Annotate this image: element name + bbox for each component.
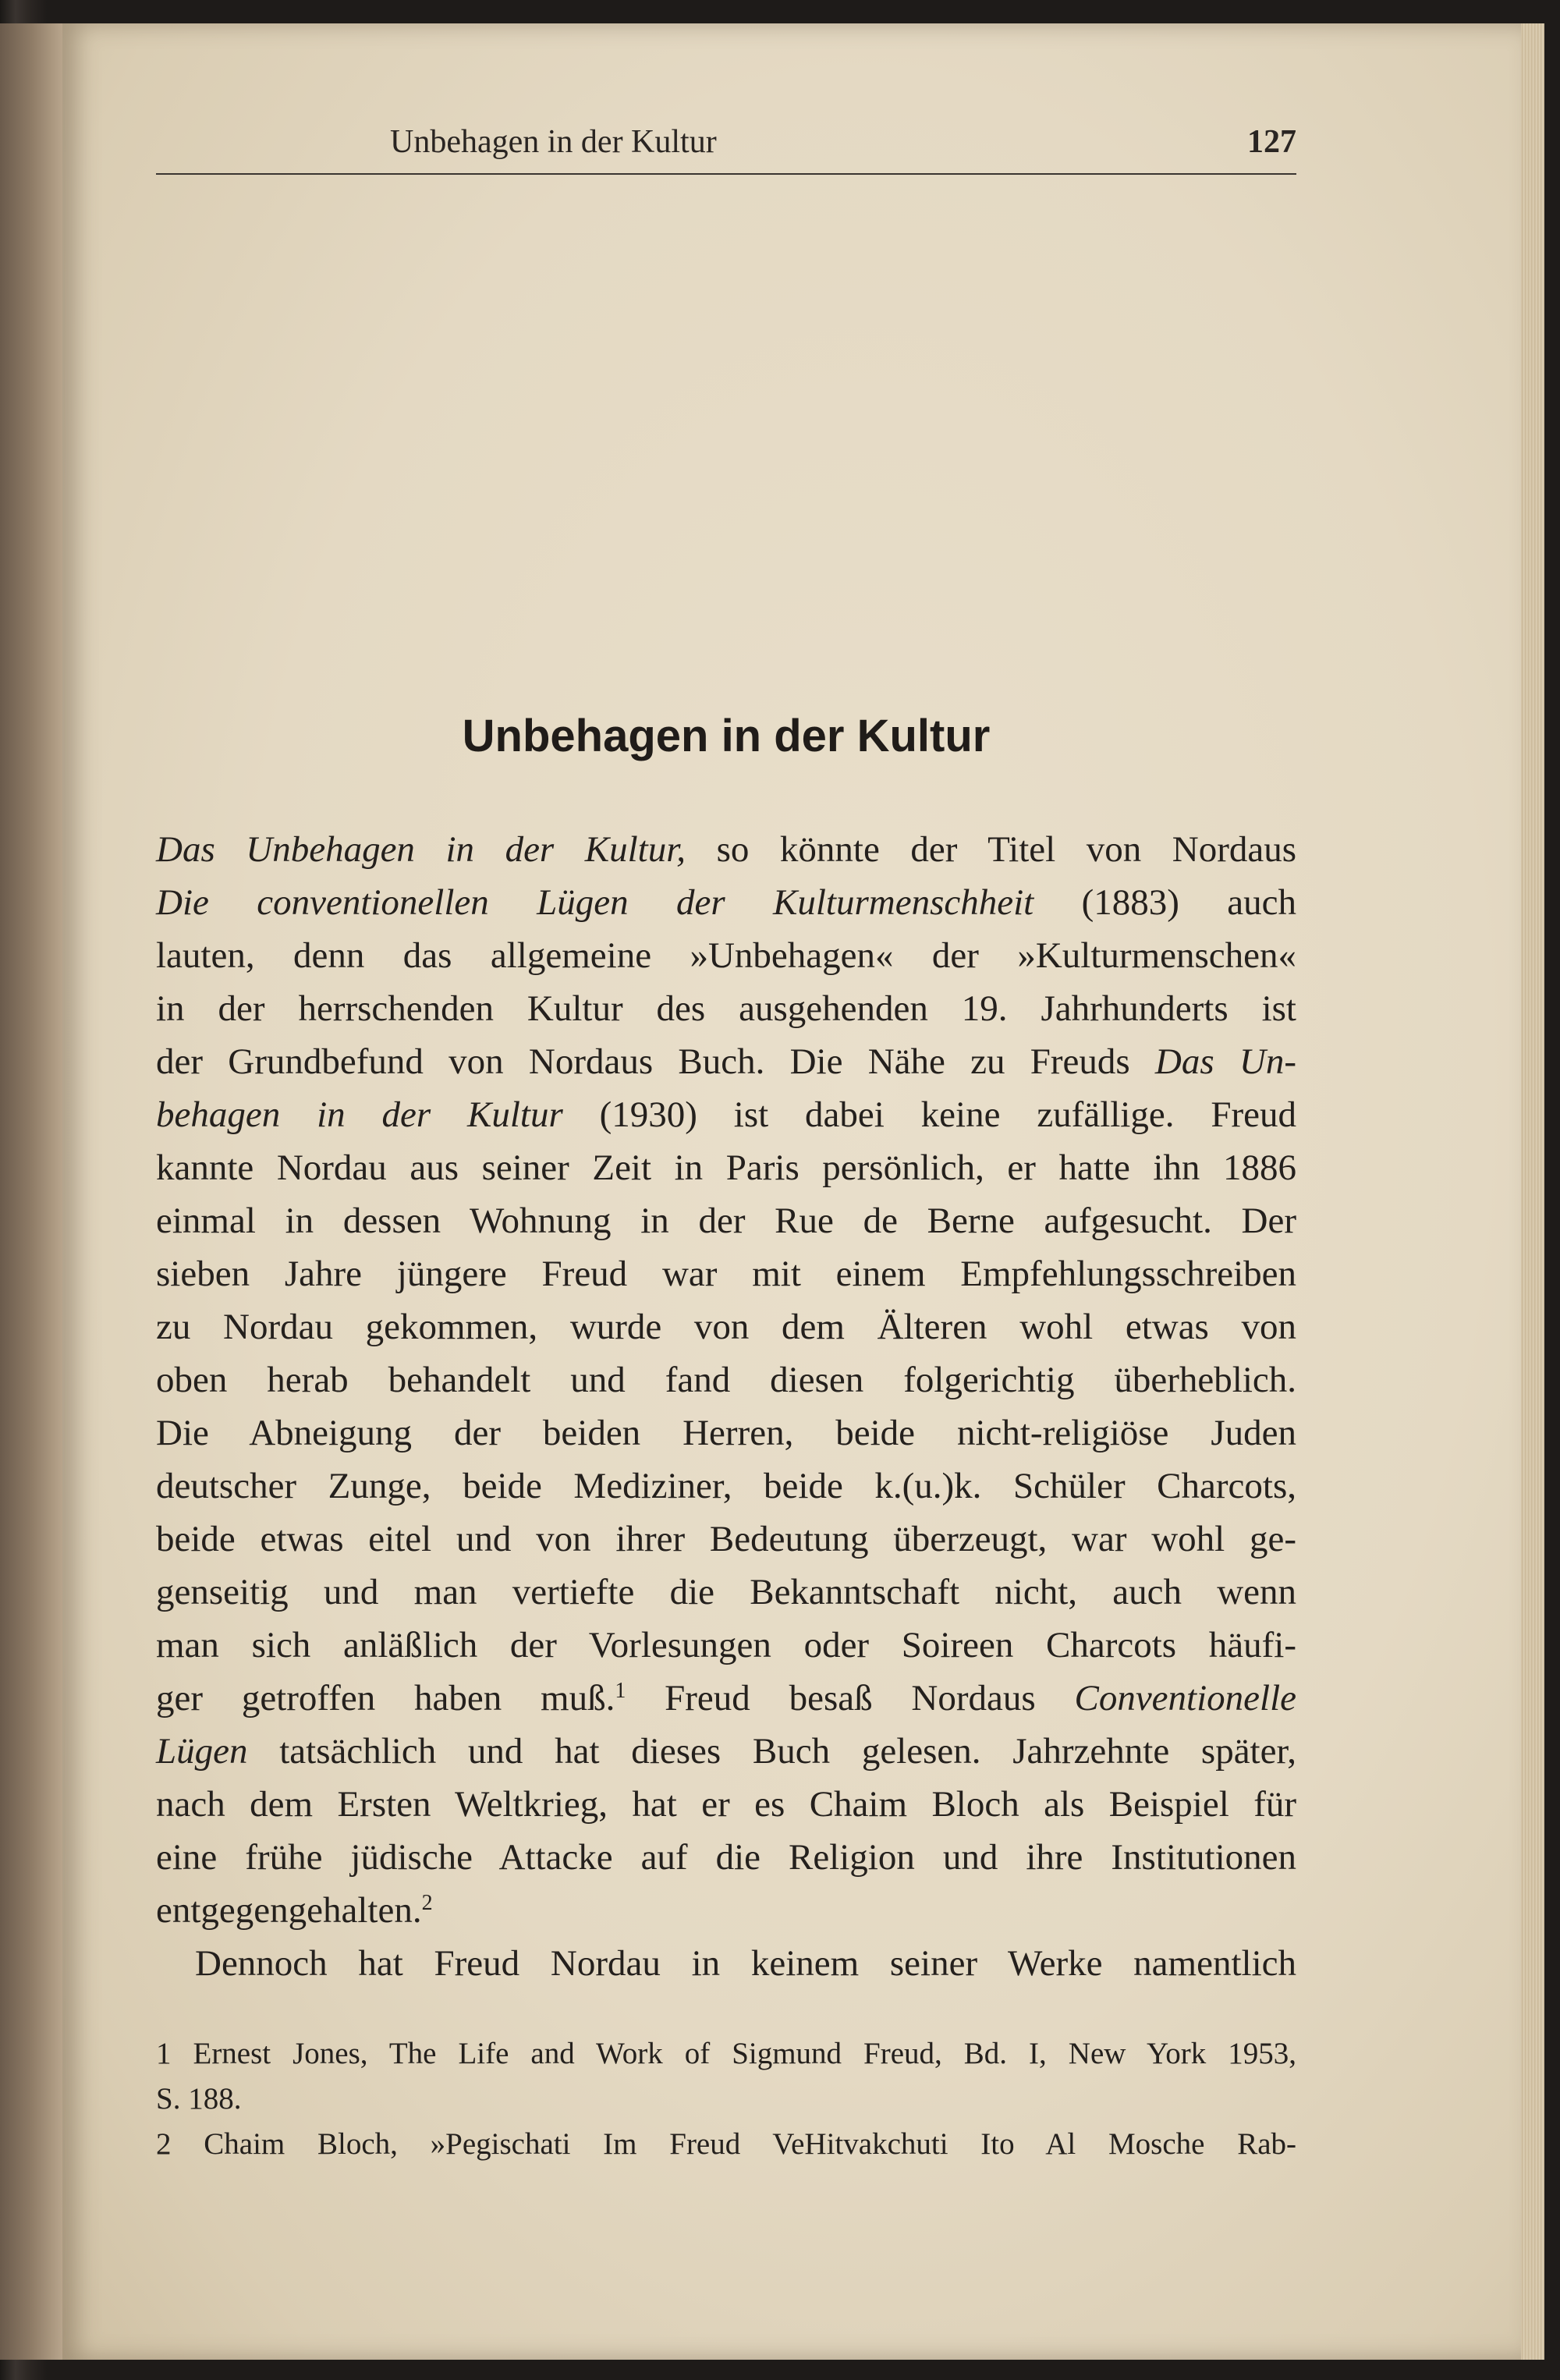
text-line: deutscher Zunge, beide Mediziner, beide k.(u.)k. Schüler Charcots, xyxy=(156,1466,1296,1506)
text-line xyxy=(156,1725,1296,1778)
text-line xyxy=(156,876,1296,929)
text-line: einmal in dessen Wohnung in der Rue de Berne aufgesucht. Der xyxy=(156,1201,1296,1241)
italic-title: Lügen xyxy=(156,1731,248,1772)
italic-title: Das Un- xyxy=(1154,1041,1296,1082)
text-line: Dennoch hat Freud Nordau in keinem seiner Werke namentlich xyxy=(195,1943,1296,1984)
page-number: 127 xyxy=(1247,124,1296,160)
text-line: oben herab behandelt und fand diesen folgerichtig überheblich. xyxy=(156,1360,1296,1400)
body-text xyxy=(156,823,1296,1990)
text-line: Die Abneigung der beiden Herren, beide nicht-religiöse Juden xyxy=(156,1413,1296,1453)
text-line: nach dem Ersten Weltkrieg, hat er es Chaim Bloch als Beispiel für xyxy=(156,1784,1296,1825)
running-head: Unbehagen in der Kultur xyxy=(390,124,717,160)
italic-title: Die conventionellen Lügen der Kulturmenschheit xyxy=(156,882,1034,923)
text-line xyxy=(156,823,1296,876)
text-line xyxy=(156,1088,1296,1141)
text-span: (1930) ist dabei keine zufällige. Freud xyxy=(562,1094,1296,1135)
footnote-line: S. 188. xyxy=(156,2082,242,2116)
text-line: sieben Jahre jüngere Freud war mit einem Empfehlungsschreiben xyxy=(156,1254,1296,1294)
text-line xyxy=(156,1035,1296,1088)
italic-title: Das Unbehagen in der Kultur, xyxy=(156,829,686,870)
text-line xyxy=(156,1672,1296,1725)
footnote-line: 2 Chaim Bloch, »Pegischati Im Freud VeHitvakchuti Ito Al Mosche Rab- xyxy=(156,2127,1296,2161)
text-span: so könnte der Titel von Nordaus xyxy=(686,829,1296,870)
text-line: kannte Nordau aus seiner Zeit in Paris persönlich, er hatte ihn 1886 xyxy=(156,1147,1296,1188)
footnote-ref: 2 xyxy=(421,1891,433,1915)
text-line: in der herrschenden Kultur des ausgehenden 19. Jahrhunderts ist xyxy=(156,988,1296,1029)
text-line: zu Nordau gekommen, wurde von dem Älteren wohl etwas von xyxy=(156,1307,1296,1347)
text-line xyxy=(156,1884,1296,1937)
text-span: ger getroffen haben muß. xyxy=(156,1678,615,1718)
text-line: eine frühe jüdische Attacke auf die Religion und ihre Institutionen xyxy=(156,1837,1296,1878)
italic-title: behagen in der Kultur xyxy=(156,1094,563,1135)
footnote-line: 1 Ernest Jones, The Life and Work of Sigmund Freud, Bd. I, New York 1953, xyxy=(156,2037,1296,2070)
chapter-title: Unbehagen in der Kultur xyxy=(462,711,991,761)
page-edge xyxy=(1521,23,1544,2360)
text-span: der Grundbefund von Nordaus Buch. Die Nähe zu Freuds xyxy=(156,1041,1155,1082)
text-span: entgegengehalten. xyxy=(156,1890,422,1931)
text-line: beide etwas eitel und von ihrer Bedeutung überzeugt, war wohl ge- xyxy=(156,1519,1296,1559)
italic-title: Conventionelle xyxy=(1074,1678,1296,1718)
text-line: man sich anläßlich der Vorlesungen oder Soireen Charcots häufi- xyxy=(156,1625,1296,1665)
text-span: Freud besaß Nordaus xyxy=(626,1678,1075,1718)
footnote-ref: 1 xyxy=(615,1679,626,1703)
text-line: genseitig und man vertiefte die Bekanntschaft nicht, auch wenn xyxy=(156,1572,1296,1612)
page-header xyxy=(156,117,1296,175)
text-span: tatsächlich und hat dieses Buch gelesen. Jahrzehnte später, xyxy=(247,1731,1296,1772)
footnotes xyxy=(156,2031,1296,2167)
text-span: (1883) auch xyxy=(1034,882,1296,923)
text-line: lauten, denn das allgemeine »Unbehagen« der »Kulturmenschen« xyxy=(156,935,1296,976)
